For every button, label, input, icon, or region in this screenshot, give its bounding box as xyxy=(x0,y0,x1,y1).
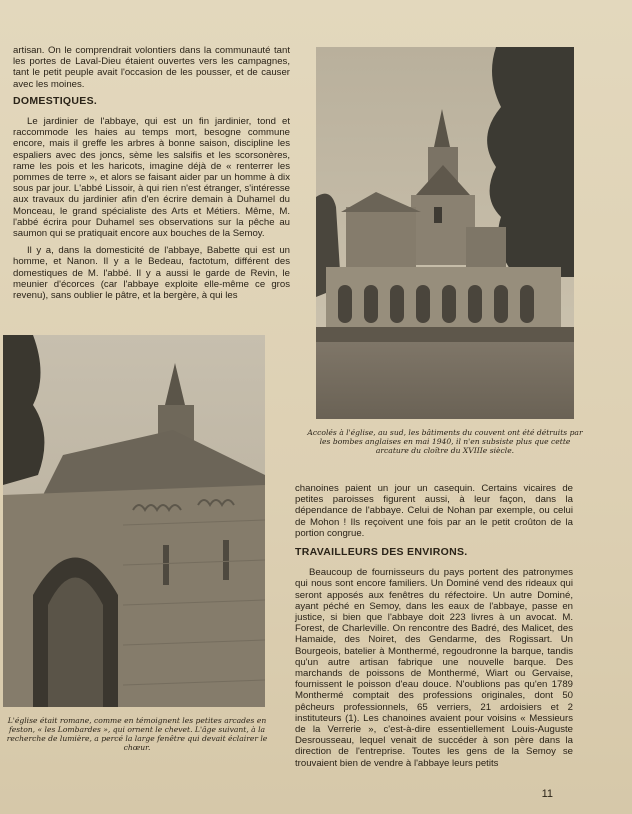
section-heading-domestiques: DOMESTIQUES. xyxy=(13,94,98,107)
left-column-text xyxy=(13,45,290,307)
church-chevet-image xyxy=(3,335,265,707)
intro-paragraph: artisan. On le comprendrait volontiers dans la communauté tant les portes de Laval-Dieu étaient ouvertes vers les campagnes, tant le petit peuple avait l'occasion de les pousser, et de causer avec les moines. xyxy=(13,45,290,90)
page-number: 11 xyxy=(541,788,553,800)
church-chevet-caption: L'église était romane, comme en témoignent les petites arcades en feston, « les Lombardes », qui ornent le chevet. L'âge suivant, à la recherche de lumière, a percé la large fenêtre qui devait éclairer le chœur. xyxy=(6,716,268,752)
abbey-cloister-caption: Accolés à l'église, au sud, les bâtiments du couvent ont été détruits par les bombes anglaises en mai 1940, il n'en subsiste plus que cette arcature du cloître du XVIIIe siècle. xyxy=(307,428,583,455)
paragraph-jardinier: Le jardinier de l'abbaye, qui est un fin jardinier, tond et raccommode les haies au temps mort, besogne commune encore, mais il greffe les arbres à bonne saison, discipline les espaliers avec des joncs, sème les salsifis et les scorsonères, rame les pois et les haricots, imagine déjà de « renterrer les pommes de terre », et alors se faisant aider par un homme à dix sous par jour. L'abbé Lissoir, à qui rien n'est étranger, s'intéresse aux travaux du jardinier afin d'en écrire demain à Duhamel du Monceau, le grand spécialiste des Arts et Métiers. Même, M. l'abbé écrira pour Duhamel ses observations sur la pêche au saumon qui se pratiquait encore aux bouches de la Semoy. xyxy=(13,116,290,240)
paragraph-chanoines: chanoines paient un jour un casequin. Certains vicaires de petites paroisses figurent aussi, à leur façon, dans la dépendance de l'abbaye. Celui de Nohan par exemple, ou celui de Mohon ! Ils reçoivent une fois par an le petit croûton de la portion congrue. xyxy=(295,483,573,539)
abbey-cloister-image xyxy=(316,47,574,419)
right-column-text xyxy=(295,483,573,775)
church-chevet-photo xyxy=(3,335,265,707)
paragraph-domesticite: Il y a, dans la domesticité de l'abbaye, Babette qui est un homme, et Nanon. Il y a le Bedeau, factotum, différent des domestiques de M. l'abbé. Il y a aussi le garde de Revin, le meunier d'écorces (car l'abbaye exploite elle-même ce gros revenu), sans oublier le pâtre, et la bergère, à qui les xyxy=(13,245,290,302)
abbey-cloister-photo xyxy=(316,47,574,419)
section-heading-travailleurs: TRAVAILLEURS DES ENVIRONS. xyxy=(295,546,468,559)
paragraph-fournisseurs: Beaucoup de fournisseurs du pays portent des patronymes qui nous sont encore familiers. Un Dominé vend des rideaux qui seront apposés aux fenêtres du réfectoire. Un autre Dominé, ayant péché en Semoy, dans les eaux de l'abbaye, passe en justice, si bien que l'abbaye doit 223 livres à un avocat. M. Forest, de Charleville. On rencontre des Badré, des Malicet, des Hamaide, des Noiret, des Gendarme, des Rogissart. Un Bourgeois, batelier à Monthermé, regoudronne la barque, tandis qu'un autre artisan fabrique une nouvelle barque. Des marchands de poissons de Monthermé, Wiart ou Gervaise, fournissent le poisson d'eau douce. N'oublions pas qu'en 1789 Monthermé comptait des professions originales, dont 50 pêcheurs professionnels, 65 verriers, 21 ardoisiers et 2 instituteurs (1). Les chanoines avaient pour voisins « Messieurs de la Verrerie », c'est-à-dire essentiellement Louis-Auguste Desrousseau, lequel venait de succéder à son père dans la direction de l'entreprise. Toutes les gens de la Semoy se trouvaient bien de vendre à l'abbaye leurs petits xyxy=(295,567,573,769)
